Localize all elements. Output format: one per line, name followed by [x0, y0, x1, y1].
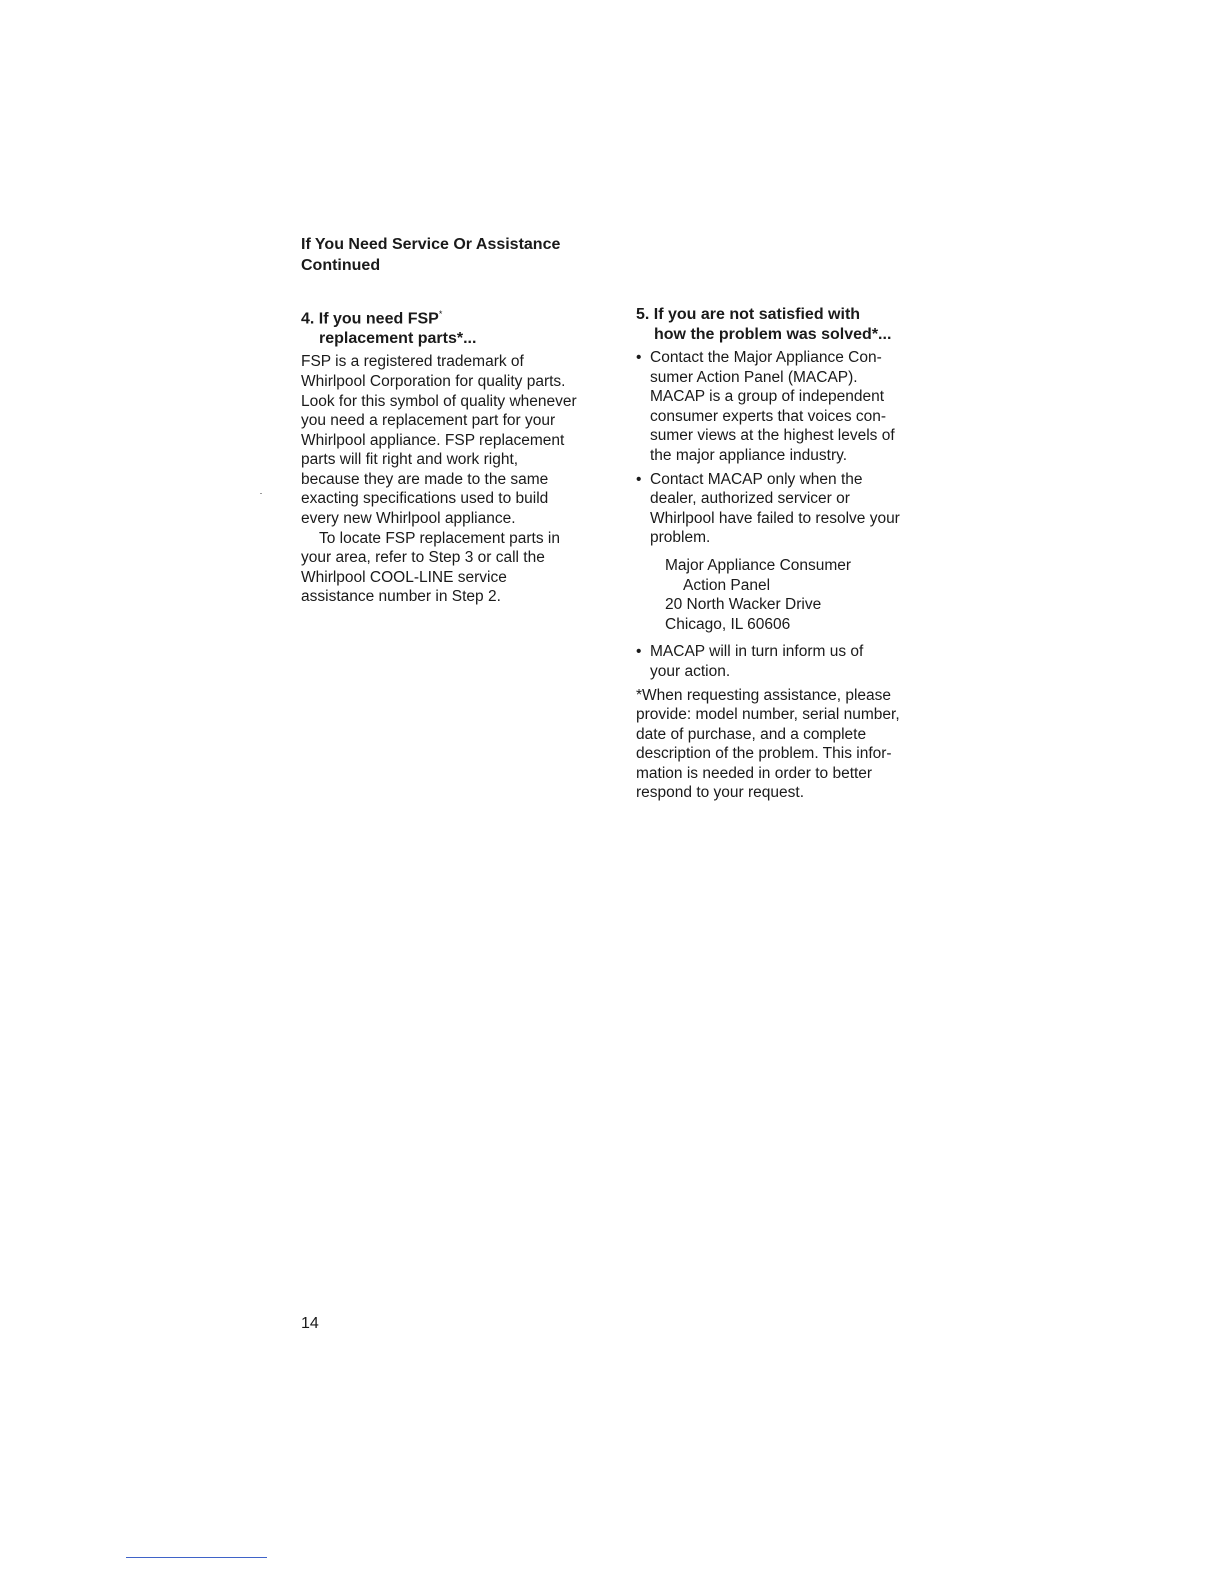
text-line: exacting specifications used to build	[301, 490, 549, 508]
section-5-title-line-1: 5. If you are not satisfied with	[636, 306, 861, 323]
text-line: description of the problem. This infor-	[636, 745, 892, 763]
text-line: Look for this symbol of quality whenever	[301, 392, 577, 410]
text-line: problem.	[650, 529, 711, 547]
address-line: Chicago, IL 60606	[665, 615, 791, 633]
section-4-title-line-2: replacement parts*...	[319, 329, 477, 347]
page-title-line-1: If You Need Service Or Assistance	[301, 236, 561, 253]
text-line: parts will fit right and work right,	[301, 451, 519, 469]
text-line: MACAP is a group of independent	[650, 388, 885, 406]
text-line: provide: model number, serial number,	[636, 706, 900, 724]
text-line: respond to your request.	[636, 784, 805, 802]
section-not-satisfied	[636, 305, 936, 803]
text-line: your area, refer to Step 3 or call the	[301, 549, 545, 567]
macap-address	[636, 556, 936, 634]
scan-speck	[260, 493, 262, 494]
address-line: Action Panel	[683, 576, 771, 594]
address-line: 20 North Wacker Drive	[665, 596, 822, 614]
text-line: date of purchase, and a complete	[636, 725, 867, 743]
text-line: the major appliance industry.	[650, 446, 848, 464]
text-line: To locate FSP replacement parts in	[319, 529, 560, 547]
text-line: Whirlpool COOL-LINE service	[301, 568, 507, 586]
trademark-mark: *	[438, 309, 443, 319]
text-line: Contact MACAP only when the	[650, 470, 863, 488]
bullet-icon: •	[636, 349, 642, 366]
text-line: Contact the Major Appliance Con-	[650, 349, 882, 366]
bullet-item-contact-macap	[636, 348, 936, 466]
text-line: you need a replacement part for your	[301, 412, 556, 430]
text-line: sumer Action Panel (MACAP).	[650, 368, 858, 386]
fsp-paragraph-2	[301, 529, 621, 607]
section-4-title-line-1: 4. If you need FSP*	[301, 309, 443, 328]
section-5-title-line-2: how the problem was solved*...	[654, 325, 892, 343]
text-line: sumer views at the highest levels of	[650, 427, 895, 445]
text-line: every new Whirlpool appliance.	[301, 510, 516, 528]
text-line: dealer, authorized servicer or	[650, 490, 850, 508]
page-title	[301, 234, 560, 276]
text-line: MACAP will in turn inform us of	[650, 643, 864, 661]
page-title-line-2: Continued	[301, 257, 381, 274]
section-4-title	[301, 305, 621, 348]
section-5-title	[636, 305, 936, 344]
section-fsp-parts	[301, 305, 621, 607]
fsp-paragraph-1	[301, 352, 621, 528]
bullet-icon: •	[636, 470, 642, 488]
footer-rule	[126, 1557, 267, 1558]
bullet-item-contact-only-when	[636, 470, 936, 548]
address-line: Major Appliance Consumer	[665, 556, 852, 574]
bullet-icon: •	[636, 643, 642, 661]
text-line: because they are made to the same	[301, 470, 549, 488]
text-line: Whirlpool have failed to resolve your	[650, 509, 900, 527]
page-number: 14	[301, 1315, 319, 1332]
bullet-item-macap-inform	[636, 642, 936, 681]
text-line: your action.	[650, 662, 731, 680]
footnote	[636, 686, 936, 804]
text-line: *When requesting assistance, please	[636, 686, 892, 704]
text-line: mation is needed in order to better	[636, 764, 873, 782]
text-line: Whirlpool Corporation for quality parts.	[301, 372, 566, 390]
text-line: consumer experts that voices con-	[650, 407, 887, 425]
text-line: FSP is a registered trademark of	[301, 353, 524, 371]
text-line: assistance number in Step 2.	[301, 588, 501, 606]
text-line: Whirlpool appliance. FSP replacement	[301, 431, 565, 449]
